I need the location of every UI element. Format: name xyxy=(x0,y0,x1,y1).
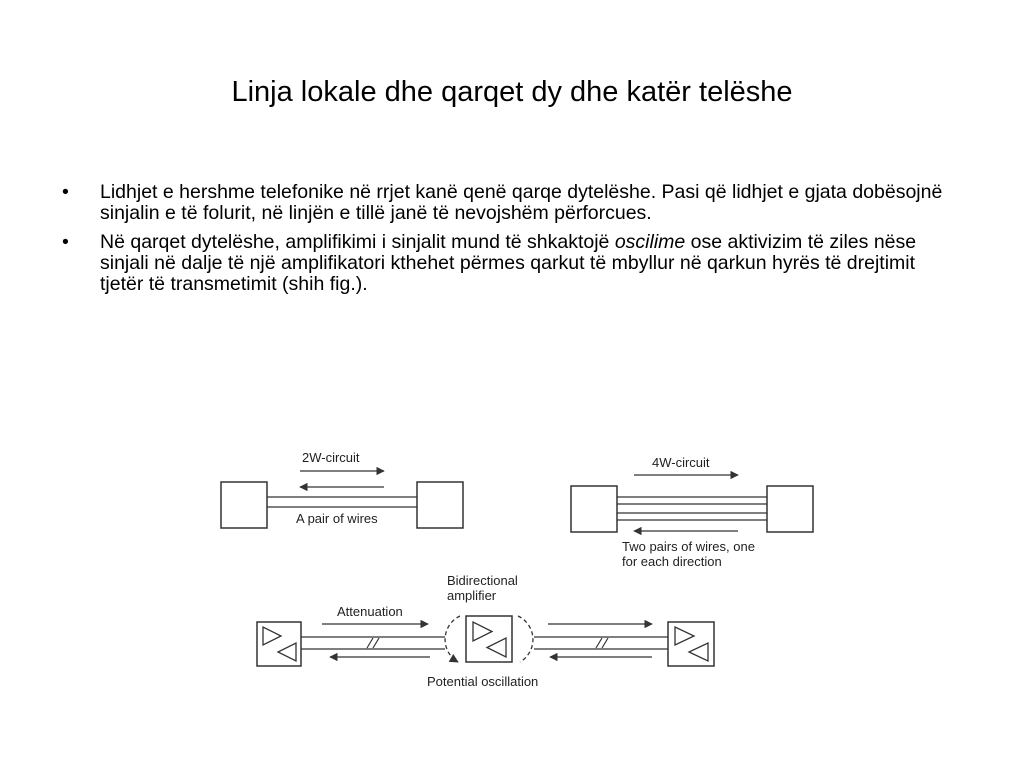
label-potential-oscillation: Potential oscillation xyxy=(427,674,539,689)
label-bidirectional-line-2: amplifier xyxy=(447,588,497,603)
bullet-text-italic: oscilime xyxy=(614,231,686,253)
label-bidirectional-line-1: Bidirectional xyxy=(447,573,518,588)
label-two-pairs-line-2: for each direction xyxy=(622,554,722,569)
label-attenuation: Attenuation xyxy=(337,604,403,619)
label-4w-circuit: 4W-circuit xyxy=(652,455,710,470)
label-2w-circuit: 2W-circuit xyxy=(302,450,360,465)
label-pair-of-wires: A pair of wires xyxy=(296,511,378,526)
bullet-text-start: Në qarqet dytelëshe, amplifikimi i sinjalit mund të shkaktojë xyxy=(100,231,615,253)
bullet-dot: • xyxy=(62,181,69,203)
four-wire-diagram xyxy=(571,455,813,569)
terminal-box xyxy=(417,482,463,528)
bullet-text: Lidhjet e hershme telefonike në rrjet kanë qenë qarqe dytelëshe. Pasi që lidhjet e gjata dobësojnë sinjalin e të folurit, në linjën e tillë janë të nevojshëm përforcues. xyxy=(100,181,943,224)
amplifier-diagram xyxy=(257,573,714,689)
bullet-dot: • xyxy=(62,231,69,253)
terminal-box xyxy=(571,486,617,532)
terminal-box xyxy=(221,482,267,528)
terminal-box xyxy=(767,486,813,532)
bullet-text-end: ose aktivizim të ziles nëse sinjali në dalje të një amplifikatori kthehet përmes qarkut të mbyllur në qarkun hyrës të drejtimit tjetër të transmetimit (shih fig.). xyxy=(100,231,917,295)
slide-title: Linja lokale dhe qarqet dy dhe katër telëshe xyxy=(231,76,793,108)
two-wire-diagram xyxy=(221,450,463,528)
label-two-pairs-line-1: Two pairs of wires, one xyxy=(622,539,755,554)
